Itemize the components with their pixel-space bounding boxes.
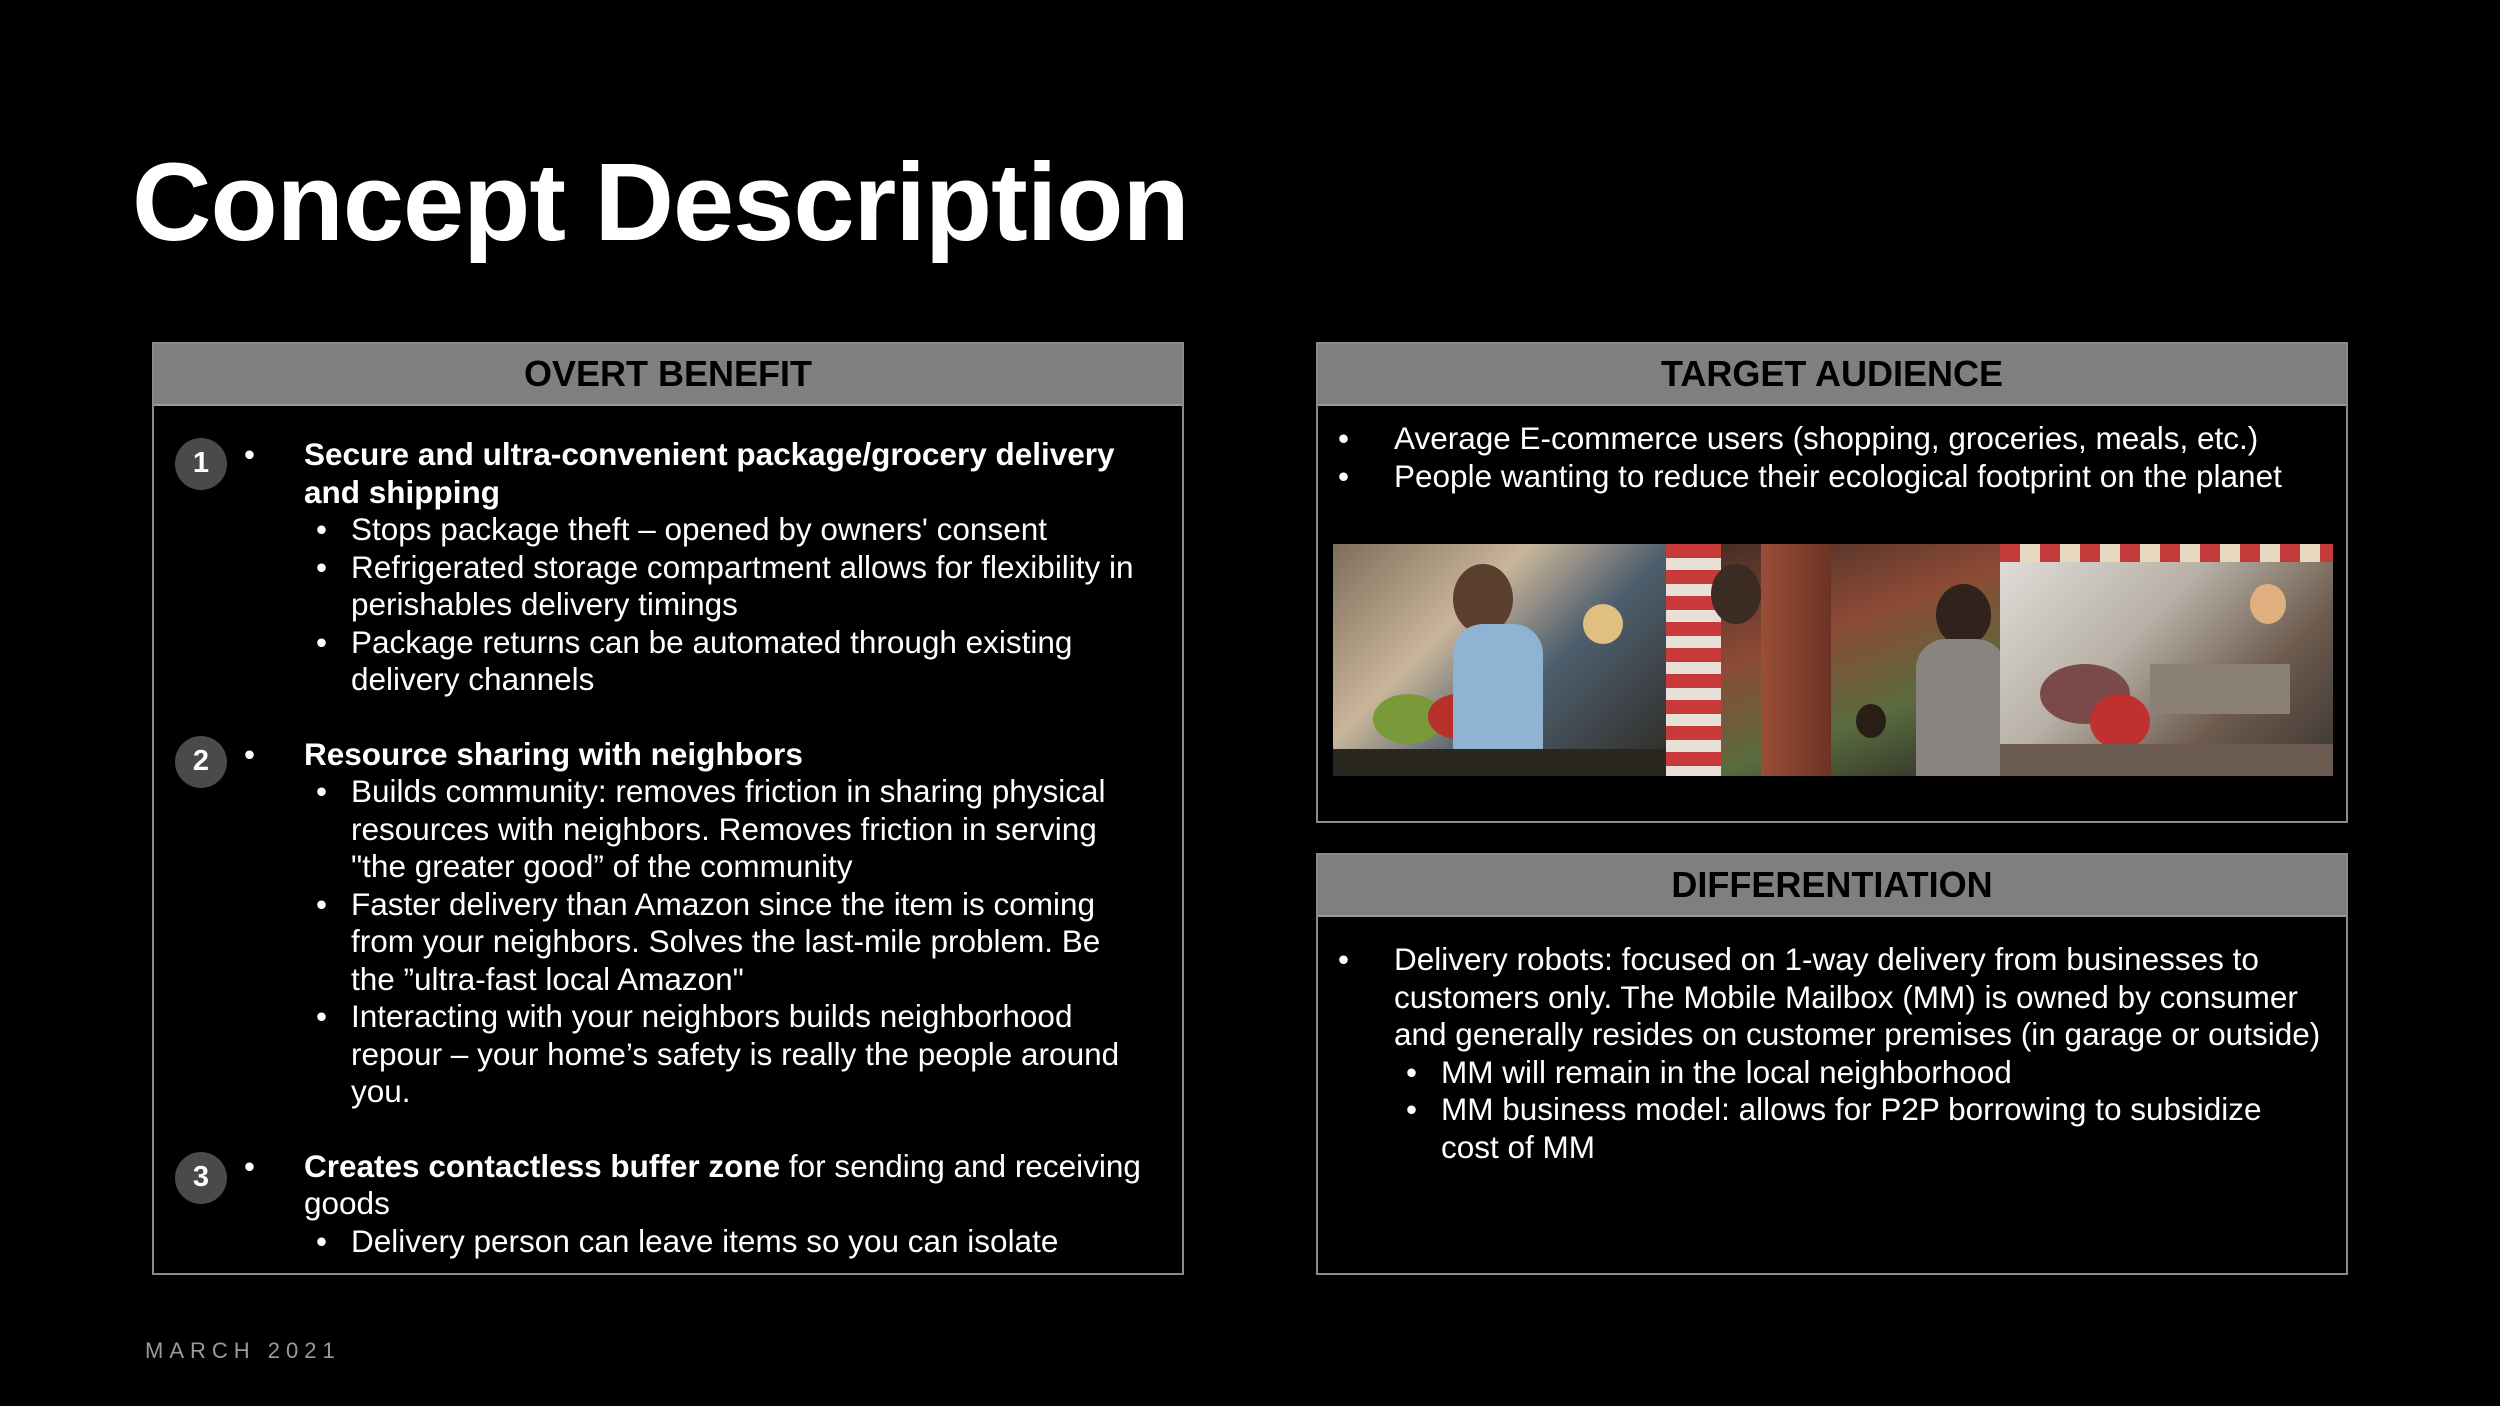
benefit-section-1-list [154,511,1182,699]
list-item-text: Interacting with your neighbors builds neighborhood repour – your home’s safety is really the people around you. [351,998,1120,1109]
list-item [154,624,1182,699]
benefit-section-2-list [154,773,1182,1111]
benefit-section-1-title-bold: Secure and ultra-convenient package/grocery delivery and shipping [304,436,1115,510]
list-item [1318,1054,2346,1092]
list-item [154,1223,1182,1261]
neighbors-masks-photo [1666,544,1999,776]
dorm-room-photo [2000,544,2333,776]
benefit-section-1-title [154,436,1182,511]
benefit-section-2 [154,736,1182,1111]
bullet-icon: • [244,436,256,472]
list-item [154,998,1182,1111]
list-item [1318,1091,2346,1166]
differentiation-header: DIFFERENTIATION [1318,855,2346,917]
bullet-icon: • [1406,1053,1418,1090]
bullet-icon: • [244,1147,256,1184]
differentiation-list [1318,917,2346,1054]
list-item-text: Delivery person can leave items so you can isolate [351,1222,1059,1259]
number-badge-2: 2 [175,736,227,788]
list-item [1318,458,2346,496]
list-item-text: Stops package theft – opened by owners' consent [351,511,1047,547]
overt-benefit-header: OVERT BENEFIT [154,344,1182,406]
overt-benefit-panel [152,342,1184,1275]
benefit-section-2-title [154,736,1182,774]
overt-benefit-body [154,406,1182,1260]
bullet-icon: • [1338,420,1350,456]
bullet-icon: • [1406,1091,1418,1127]
bullet-icon: • [316,511,328,547]
bullet-icon: • [316,623,328,660]
list-item [1318,420,2346,458]
audience-photo-strip [1333,544,2333,776]
differentiation-panel [1316,853,2348,1275]
differentiation-main-text: Delivery robots: focused on 1-way delivery from businesses to customers only. The Mobile Mailbox (MM) is owned by consumer and generally resides on customer premises (in garage or outside) [1394,941,2321,1052]
benefit-section-2-title-bold: Resource sharing with neighbors [304,735,803,772]
list-item [154,549,1182,624]
list-item-text: Average E-commerce users (shopping, groceries, meals, etc.) [1394,420,2259,456]
bullet-icon: • [244,735,256,772]
target-audience-header: TARGET AUDIENCE [1318,344,2346,406]
list-item [154,511,1182,549]
bullet-icon: • [316,885,328,922]
bullet-icon: • [1338,941,1350,977]
number-badge-1: 1 [175,438,227,490]
list-item-text: People wanting to reduce their ecological footprint on the planet [1394,457,2282,494]
list-item [154,886,1182,999]
benefit-section-3-list [154,1223,1182,1261]
target-audience-list [1318,406,2346,495]
list-item-text: MM will remain in the local neighborhood [1441,1053,2012,1090]
bullet-icon: • [1338,457,1350,494]
benefit-section-3 [154,1148,1182,1261]
list-item-text: Package returns can be automated through existing delivery channels [351,623,1073,697]
bullet-icon: • [316,1222,328,1259]
differentiation-sub-list [1318,1054,2346,1167]
bullet-icon: • [316,998,328,1034]
list-item-text: Builds community: removes friction in sharing physical resources with neighbors. Removes friction in serving "the greater good” of the community [351,773,1106,884]
footer-date: MARCH 2021 [145,1338,341,1363]
list-item-text: Faster delivery than Amazon since the item is coming from your neighbors. Solves the last-mile problem. Be the ”ultra-fast local Amazon" [351,885,1101,997]
list-item-text: MM business model: allows for P2P borrowing to subsidize cost of MM [1441,1091,2262,1165]
benefit-section-3-title-bold: Creates contactless buffer zone [304,1147,781,1184]
list-item [1318,941,2346,1054]
family-kitchen-photo [1333,544,1666,776]
slide-title: Concept Description [132,141,1189,264]
benefit-section-3-title [154,1148,1182,1223]
list-item [154,773,1182,886]
bullet-icon: • [316,548,328,585]
bullet-icon: • [316,773,328,809]
list-item-text: Refrigerated storage compartment allows for flexibility in perishables delivery timings [351,548,1134,622]
benefit-section-3-title-rest: for sending and receiving goods [304,1147,1141,1221]
benefit-section-1 [154,436,1182,699]
target-audience-panel [1316,342,2348,823]
number-badge-3: 3 [175,1152,227,1204]
